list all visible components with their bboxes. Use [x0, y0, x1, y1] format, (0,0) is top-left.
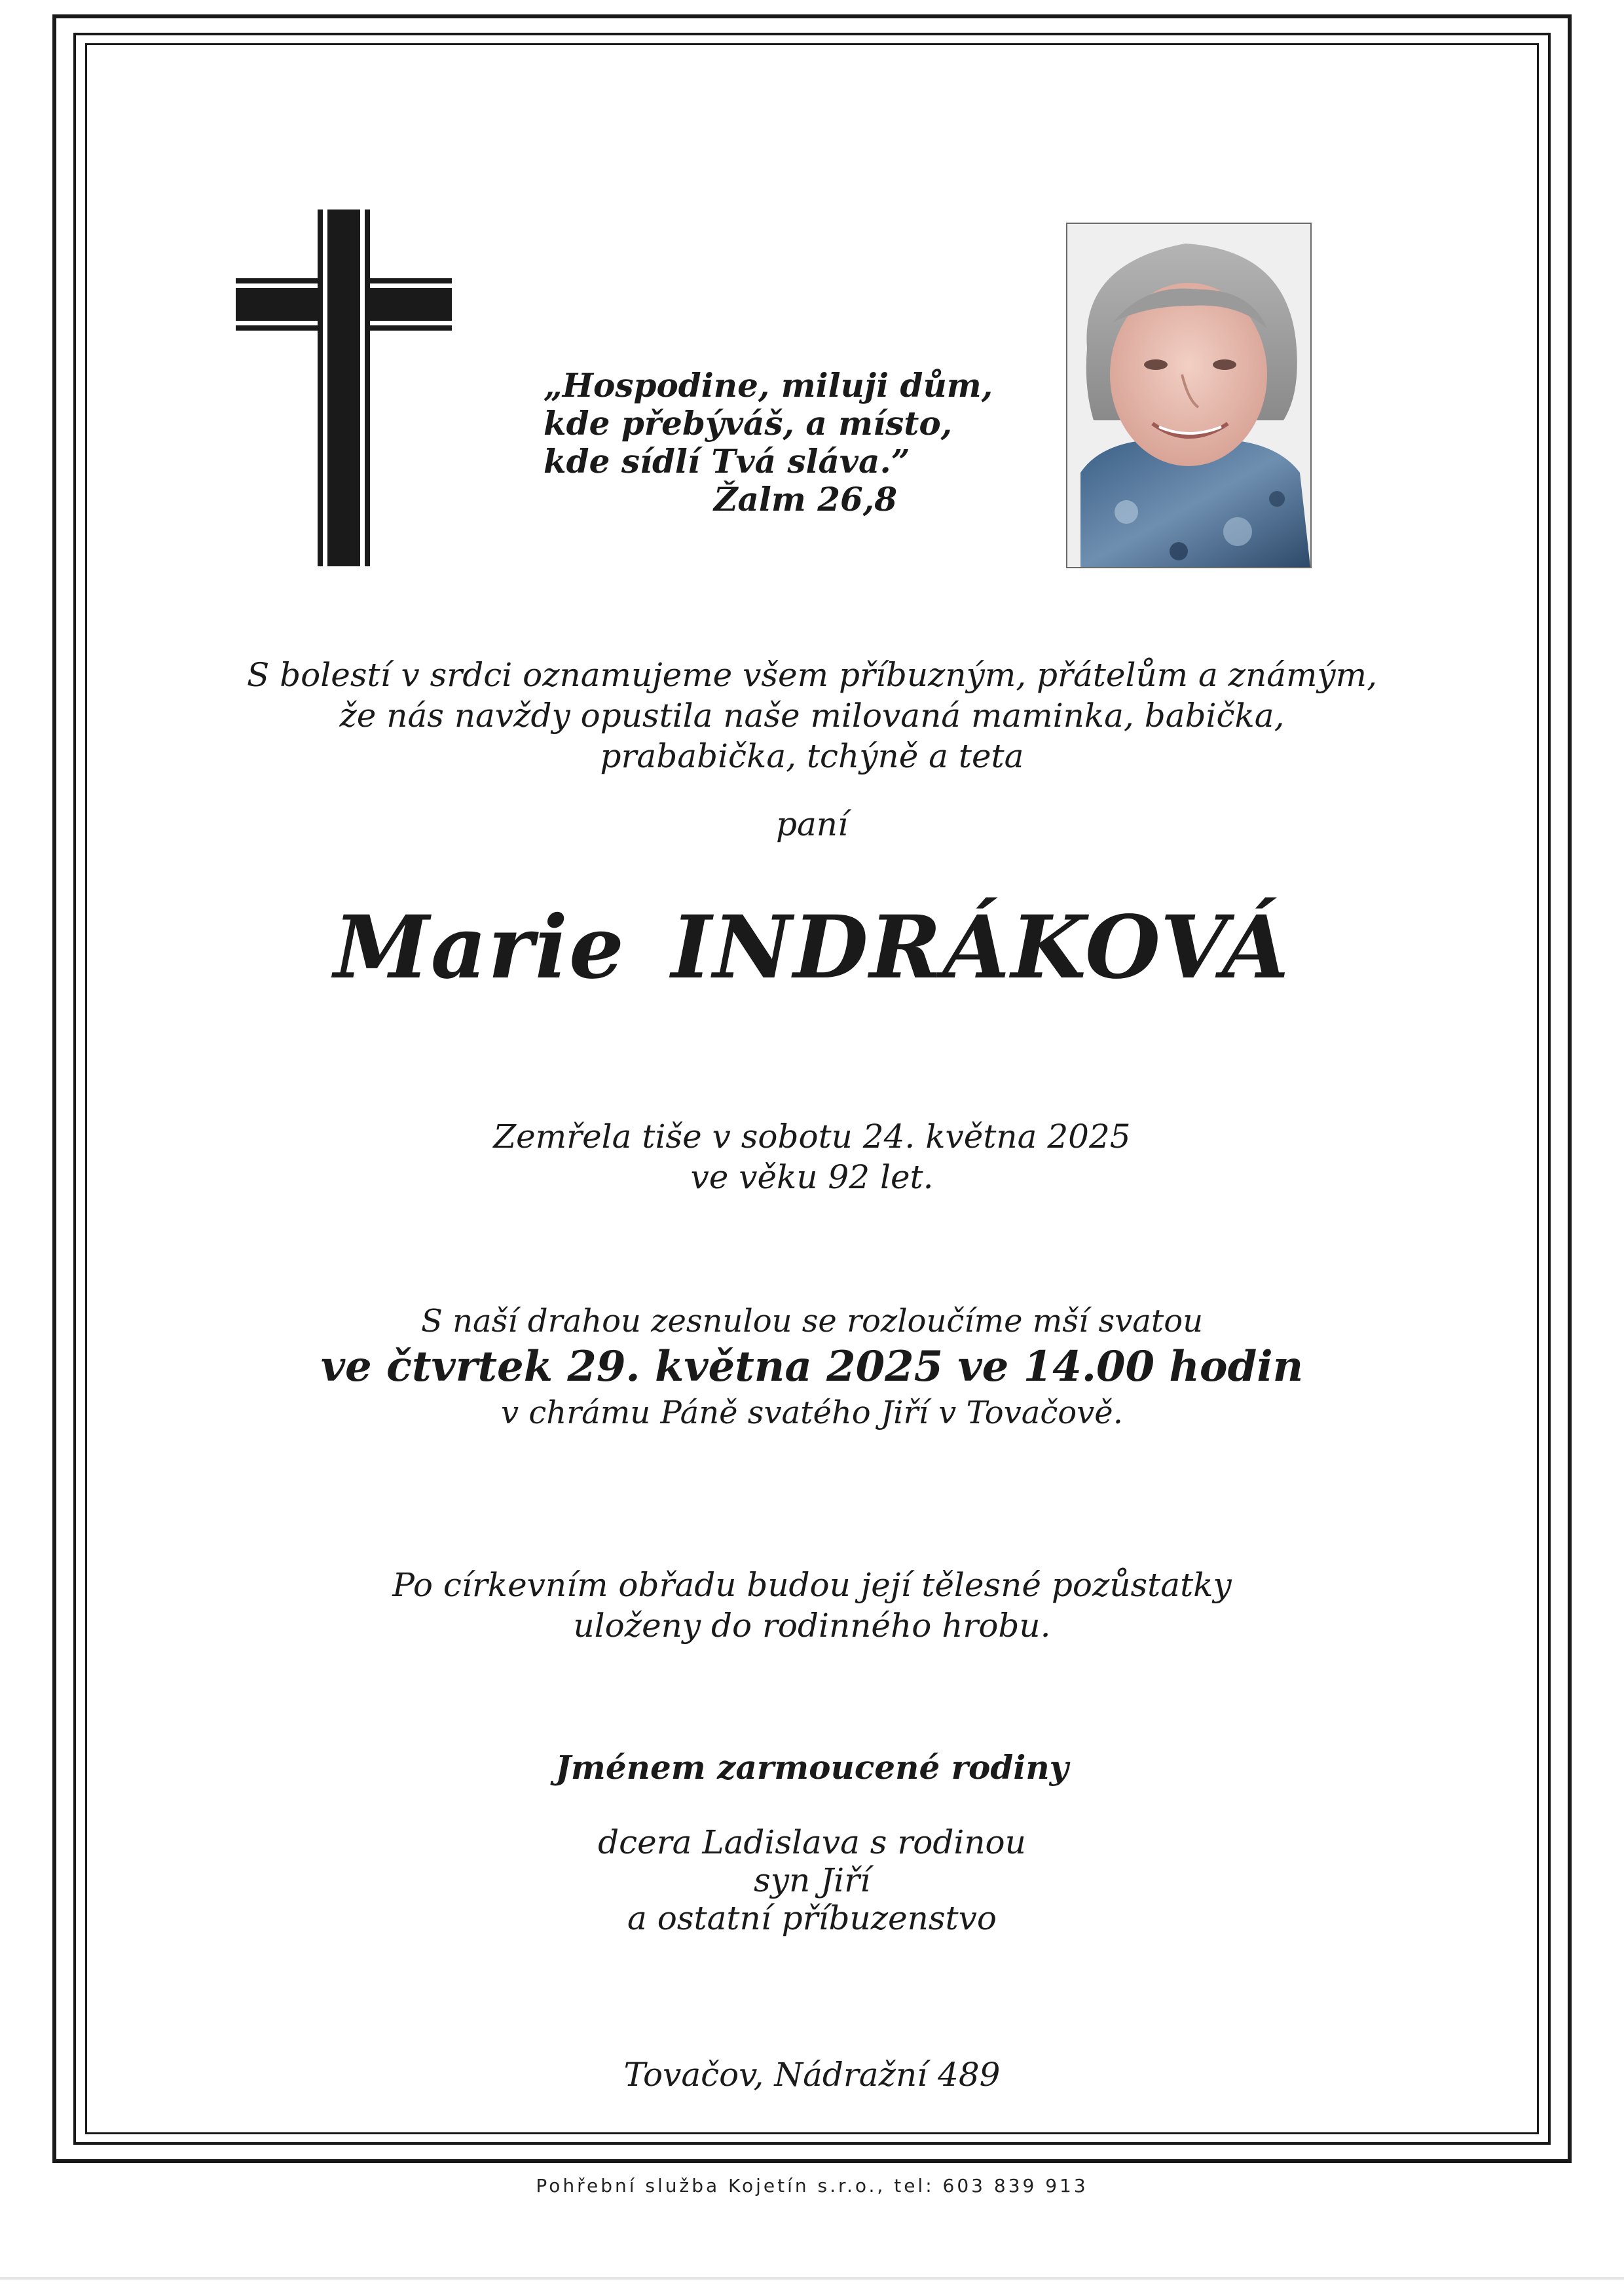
funeral-service-footer: Pohřební služba Kojetín s.r.o., tel: 603 839 913: [536, 2175, 1088, 2196]
deceased-name: [157, 897, 1467, 998]
psalm-reference: Žalm 26,8: [714, 480, 897, 519]
farewell-intro: S naší drahou zesnulou se rozloučíme mší svatou: [421, 1303, 1203, 1339]
burial-line: uloženy do rodinného hrobu.: [573, 1607, 1051, 1645]
scan-edge-line: [0, 2277, 1624, 2280]
last-name: INDRÁKOVÁ: [671, 897, 1291, 998]
psalm-line: „Hospodine, miluji dům,: [544, 366, 993, 405]
family-heading: Jménem zarmoucené rodiny: [555, 1748, 1069, 1787]
burial-info: [157, 1565, 1467, 1646]
announcement-line: prababička, tchýně a teta: [600, 737, 1024, 775]
announcement: [157, 655, 1467, 776]
death-age: ve věku 92 let.: [690, 1158, 934, 1196]
farewell-datetime: ve čtvrtek 29. května 2025 ve 14.00 hodin: [320, 1342, 1304, 1391]
family-member: a ostatní příbuzenstvo: [627, 1899, 997, 1937]
portrait-photo: [1066, 223, 1312, 568]
portrait-illustration: [1067, 224, 1310, 567]
honorific: paní: [775, 805, 848, 843]
family-member: dcera Ladislava s rodinou: [598, 1823, 1026, 1861]
psalm-line: kde přebýváš, a místo,: [544, 404, 953, 443]
burial-line: Po církevním obřadu budou její tělesné pozůstatky: [392, 1566, 1232, 1604]
family-member: syn Jiří: [754, 1861, 870, 1899]
psalm-line: kde sídlí Tvá sláva.”: [544, 442, 910, 481]
family-members: [157, 1823, 1467, 1937]
first-name: Marie: [333, 897, 625, 998]
death-date: Zemřela tiše v sobotu 24. května 2025: [493, 1118, 1131, 1156]
psalm-quote: [544, 367, 993, 519]
farewell-location: v chrámu Páně svatého Jiří v Tovačově.: [501, 1394, 1123, 1431]
announcement-line: že nás navždy opustila naše milovaná maminka, babička,: [339, 697, 1285, 735]
death-info: [157, 1116, 1467, 1197]
cross-icon: [236, 210, 452, 566]
announcement-line: S bolestí v srdci oznamujeme všem příbuzným, přátelům a známým,: [247, 656, 1377, 694]
address: Tovačov, Nádražní 489: [623, 2056, 1001, 2094]
